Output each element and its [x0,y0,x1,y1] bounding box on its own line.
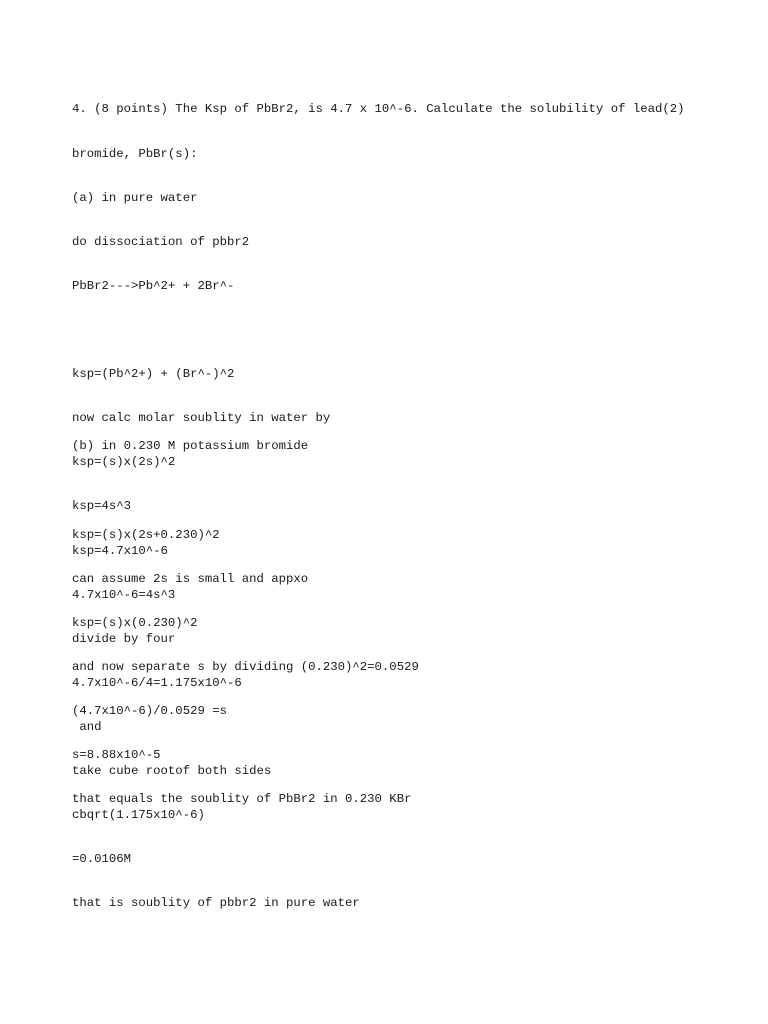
text-line: that is soublity of pbbr2 in pure water [72,896,360,911]
text-line: =0.0106M [72,852,132,867]
text-line: 4.7x10^-6/4=1.175x10^-6 [72,675,242,690]
text-line: 4. (8 points) The Ksp of PbBr2, is 4.7 x 10^-6. Calculate the solubility of lead(2) [72,102,685,117]
text-line: (a) in pure water [72,190,198,205]
text-line: PbBr2--->Pb^2+ + 2Br^- [72,278,235,293]
text-line: (4.7x10^-6)/0.0529 =s [72,704,227,719]
text-line: ksp=(Pb^2+) + (Br^-)^2 [72,367,235,382]
text-line: 4.7x10^-6=4s^3 [72,587,176,602]
text-line: s=8.88x10^-5 [72,748,161,763]
text-line: cbqrt(1.175x10^-6) [72,808,205,823]
text-line: do dissociation of pbbr2 [72,234,250,249]
text-line: can assume 2s is small and appxo [72,571,309,586]
text-line: ksp=(s)x(0.230)^2 [72,615,198,630]
text-line: ksp=(s)x(2s+0.230)^2 [72,527,220,542]
text-line: bromide, PbBr(s): [72,146,198,161]
text-line [72,484,732,499]
part-b-text [72,410,732,836]
text-line: that equals the soublity of PbBr2 in 0.230 KBr [72,792,412,807]
text-line: take cube rootof both sides [72,764,272,779]
text-line: divide by four [72,631,176,646]
text-line [72,323,732,338]
text-line: and [72,719,102,734]
text-line: and now separate s by dividing (0.230)^2=0.0529 [72,659,419,674]
text-line: now calc molar soublity in water by [72,411,331,426]
text-line: (b) in 0.230 M potassium bromide [72,439,309,454]
text-line: ksp=(s)x(2s)^2 [72,455,176,470]
text-line: ksp=4.7x10^-6 [72,543,168,558]
text-line: ksp=4s^3 [72,499,132,514]
